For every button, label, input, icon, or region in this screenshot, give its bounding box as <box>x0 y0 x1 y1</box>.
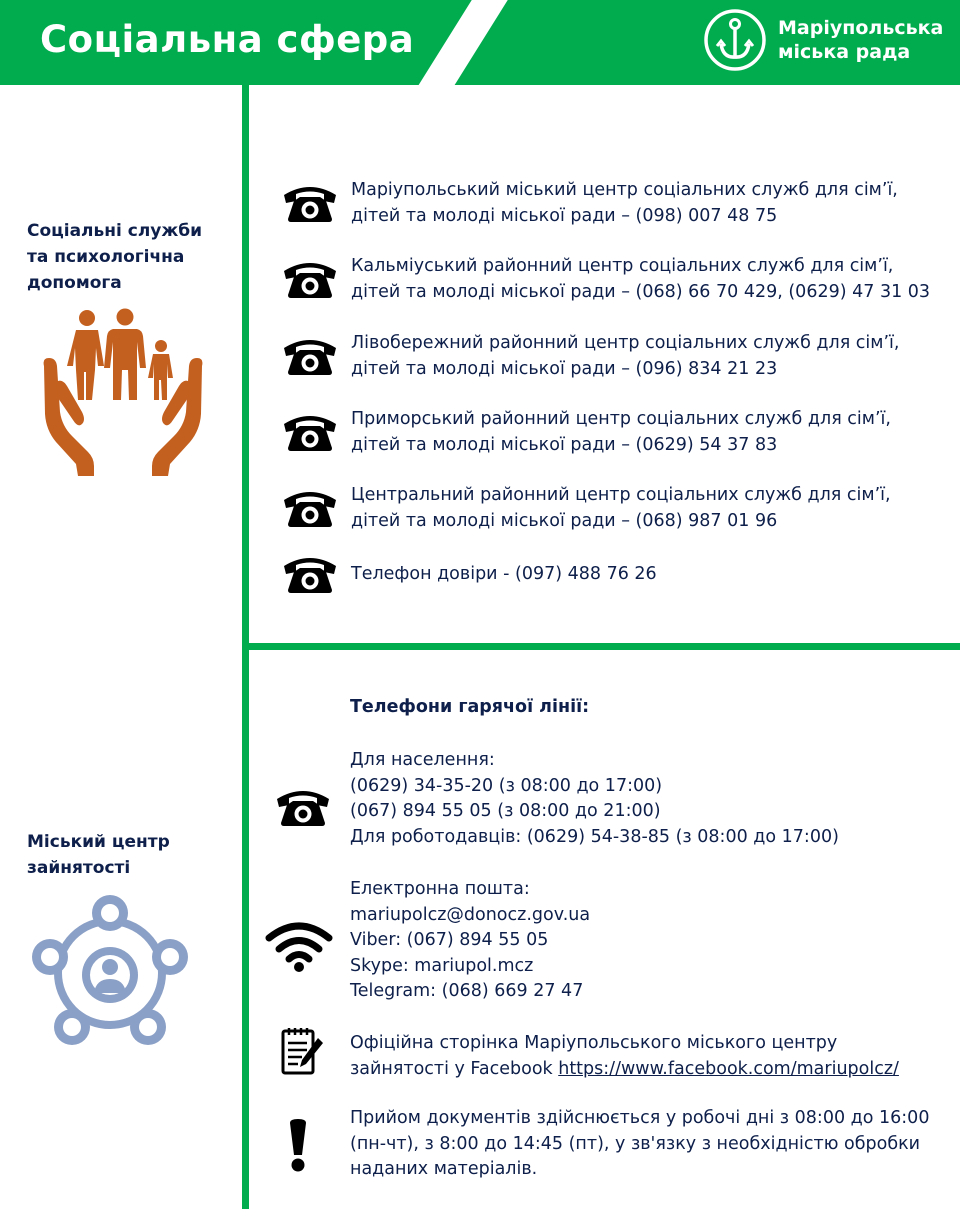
contact-line: Telegram: (068) 669 27 47 <box>350 981 584 1002</box>
hotline-line: Для роботодавців: (0629) 54-38-85 (з 08:00 до 17:00) <box>350 826 839 847</box>
telephone-icon <box>282 181 338 223</box>
item-line: дітей та молоді міської ради – (068) 66 70 429, (0629) 47 31 03 <box>351 282 931 302</box>
document-pen-icon <box>280 1026 324 1076</box>
social-service-text <box>351 177 898 229</box>
telephone-icon <box>275 785 331 827</box>
item-line: Приморський районний центр соціальних служб для сім’ї, <box>351 409 891 429</box>
telephone-icon <box>282 334 338 376</box>
social-section-title <box>27 218 237 296</box>
notice-line: наданих матеріалів. <box>350 1159 538 1180</box>
contact-line: Електронна пошта: <box>350 879 530 899</box>
item-line: дітей та молоді міської ради – (068) 987 01 96 <box>351 511 778 531</box>
employment-section-title <box>27 829 237 881</box>
item-line: Телефон довіри - (097) 488 76 26 <box>351 564 657 584</box>
notice-line: Прийом документів здійснюється у робочі дні з 08:00 до 16:00 <box>350 1108 930 1128</box>
contact-line: Viber: (067) 894 55 05 <box>350 930 549 951</box>
logo-line-2: міська рада <box>778 41 911 63</box>
header-slash-decoration <box>409 0 514 85</box>
social-service-text <box>351 482 891 534</box>
contact-line: Skype: mariupol.mcz <box>350 955 534 976</box>
item-line: дітей та молоді міської ради – (098) 007 48 75 <box>351 206 778 226</box>
exclamation-icon <box>287 1119 309 1173</box>
notice-line: (пн-чт), з 8:00 до 14:45 (пт), у зв'язку з необхідністю обробки <box>350 1133 921 1154</box>
social-title-line: та психологічна <box>27 247 185 267</box>
hotline-trust-text <box>351 561 657 587</box>
employment-title-line: Міський центр <box>27 832 170 852</box>
wifi-icon <box>264 920 334 972</box>
contacts-block <box>350 877 590 1005</box>
family-in-hands-icon <box>40 308 206 476</box>
telephone-icon <box>282 552 338 594</box>
logo-text <box>778 16 943 64</box>
hotline-title: Телефони гарячої лінії: <box>350 697 590 717</box>
facebook-link[interactable]: https://www.facebook.com/mariupolcz/ <box>558 1058 899 1079</box>
hotline-block <box>350 748 839 850</box>
telephone-icon <box>282 257 338 299</box>
social-service-text <box>351 330 899 382</box>
notice-block <box>350 1106 929 1183</box>
horizontal-divider <box>242 643 960 650</box>
facebook-block <box>350 1031 899 1082</box>
social-service-text <box>351 406 891 458</box>
facebook-line <box>350 1057 899 1083</box>
page-header <box>0 0 960 85</box>
logo-line-1: Маріупольська <box>778 17 944 39</box>
social-service-text <box>351 253 930 305</box>
hotline-line: (0629) 34-35-20 (з 08:00 до 17:00) <box>350 775 663 796</box>
item-line: Маріупольський міський центр соціальних служб для сім’ї, <box>351 180 898 200</box>
item-line: дітей та молоді міської ради – (096) 834 21 23 <box>351 359 778 379</box>
item-line: дітей та молоді міської ради – (0629) 54 37 83 <box>351 435 778 455</box>
telephone-icon <box>282 410 338 452</box>
email-link[interactable]: mariupolcz@donocz.gov.ua <box>350 904 591 925</box>
telephone-icon <box>282 486 338 528</box>
hotline-line: Для населення: <box>350 750 495 770</box>
facebook-line: Офіційна сторінка Маріупольського міського центру <box>350 1033 838 1053</box>
social-title-line: допомога <box>27 273 122 293</box>
people-network-icon <box>30 895 190 1050</box>
employment-title-line: зайнятості <box>27 858 131 878</box>
item-line: Центральний районний центр соціальних служб для сім’ї, <box>351 485 891 505</box>
page-title: Соціальна сфера <box>40 18 415 61</box>
item-line: Кальміуський районний центр соціальних служб для сім’ї, <box>351 256 894 276</box>
item-line: Лівобережний районний центр соціальних служб для сім’ї, <box>351 333 900 353</box>
facebook-prefix: зайнятості у Facebook <box>350 1058 559 1079</box>
hotline-line: (067) 894 55 05 (з 08:00 до 21:00) <box>350 801 661 822</box>
social-title-line: Соціальні служби <box>27 221 203 241</box>
anchor-logo-icon <box>703 8 767 72</box>
